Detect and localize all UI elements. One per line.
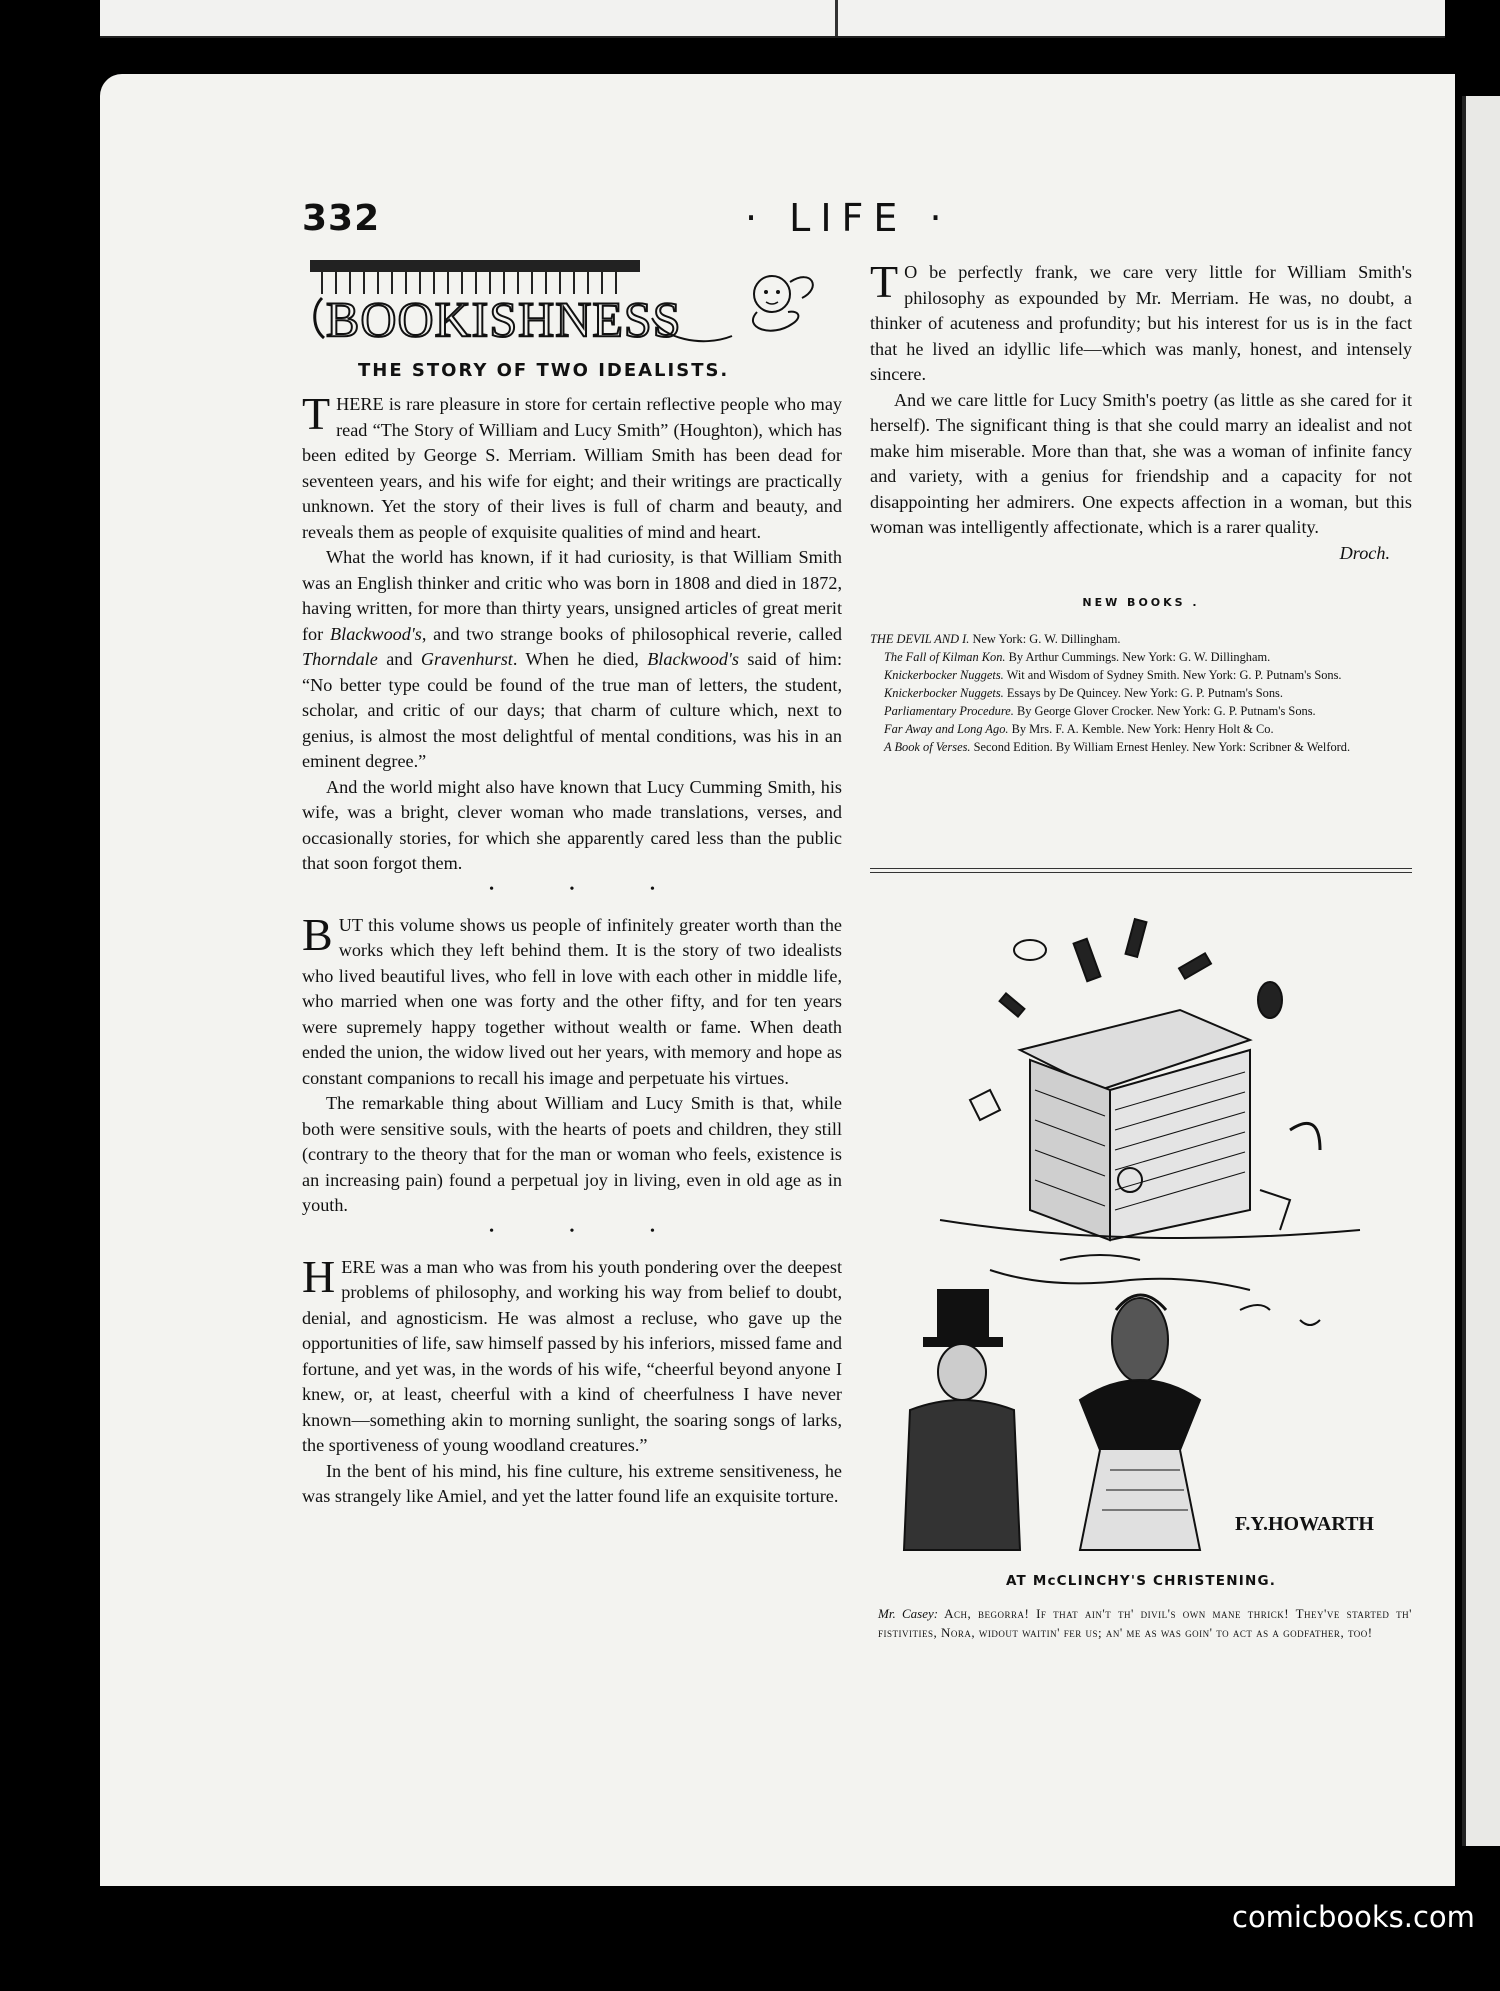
page-edge-line — [1462, 96, 1466, 1846]
book-entry-details: Essays by De Quincey. New York: G. P. Putnam's Sons. — [1006, 685, 1283, 700]
paragraph-1 — [302, 388, 842, 545]
book-entry — [870, 722, 1412, 737]
paragraph-6-text: ERE was a man who was from his youth pondering over the deepest problems of philosophy, and working his way from belief to doubt, denial, and agnosticism. He was almost a recluse, who gave up the opportunities of life, saw himself passed by his inferiors, missed fame and fortune, and yet was, in the words of his wife, “cheerful beyond anyone I knew, or, at least, cheerful with a kind of cheerfulness I have never known—something akin to morning sunlight, the soaring songs of larks, the sportiveness of young woodland creatures.” — [302, 1256, 842, 1455]
book-entry-title: Knickerbocker Nuggets. — [884, 685, 1004, 700]
paragraph-4-text: UT this volume shows us people of infinitely greater worth than the works which they left behind them. It is the story of two idealists who lived beautiful lives, who fell in love with each other in middle life, who married when one was forty and the other fifty, and for ten years were supremely happy together without wealth or fame. When death ended the union, the widow lived out her years, with memory and hope as constant companions to recall his image and perpetuate his virtues. — [302, 914, 842, 1088]
page-number: 332 — [302, 198, 381, 239]
section-separator: • • • — [489, 1223, 691, 1239]
paragraph-6 — [302, 1250, 842, 1459]
book-entry-title: Far Away and Long Ago. — [884, 721, 1009, 736]
paragraph-5: The remarkable thing about William and Lucy Smith is that, while both were sensitive souls, with the hearts of poets and children, they still (contrary to the theory that for the man or woman who feels, existence is an increasing pain) found a perpetual joy in living, even in old age as in youth. — [302, 1093, 842, 1215]
paragraph-4 — [302, 908, 842, 1092]
caption-dialogue: Ach, begorra! If that ain't th' divil's own mane thrick! They've started th' fistivities, Nora, widout waitin' fer us; an' me as was goin' to act as a godfather, too! — [878, 1606, 1412, 1640]
p2-part-a: What the world has known, if it had curiosity, is that William Smith was an English thinker and critic who was born in 1808 and died in 1872, having written, for more than thirty years, unsigned articles of great merit for — [302, 547, 842, 644]
book-entry-details: Second Edition. By William Ernest Henley. New York: Scribner & Welford. — [973, 739, 1351, 754]
p2-part-e: said of him: “No better type could be found of the true man of letters, the student, scholar, and critic of our days; that charm of culture which, next to genius, is almost the most delightful of mental conditions, was his in an eminent degree.” — [302, 649, 843, 771]
cartoon-art — [880, 890, 1400, 1560]
book-entry-details: New York: G. W. Dillingham. — [972, 631, 1121, 646]
page-divider — [835, 0, 838, 36]
adjacent-page-edge — [1462, 96, 1500, 1846]
article-left-column — [302, 388, 843, 1510]
paragraph-r1-text: O be perfectly frank, we care very little for William Smith's philosophy as expounded by Mr. Merriam. He was, no doubt, a thinker of acuteness and profundity; but his interest for us is in the fact that he lived an idyllic life—which was manly, honest, and intensely sincere. — [870, 262, 1412, 384]
paragraph-1-text: HERE is rare pleasure in store for certain reflective people who may read “The Story of William and Lucy Smith” (Houghton), which has been edited by George S. Merriam. William Smith has been dead for seventeen years, and his wife for eight; and their writings are practically unknown. Yet the story of their lives is full of charm and beauty, and reveals them as people of exquisite qualities of mind and heart. — [302, 394, 842, 542]
cartoon-caption-title: AT McCLINCHY'S CHRISTENING. — [1005, 1573, 1277, 1589]
magazine-title: Blackwood's — [330, 623, 422, 644]
book-entry-details: Wit and Wisdom of Sydney Smith. New York: G. P. Putnam's Sons. — [1006, 667, 1342, 682]
article-heading: THE STORY OF TWO IDEALISTS. — [358, 360, 730, 381]
book-entry — [870, 632, 1412, 647]
bookishness-logo-art — [302, 258, 842, 354]
drop-cap: T — [302, 388, 331, 439]
previous-page-edge — [100, 0, 1445, 38]
book-entry-details: By Mrs. F. A. Kemble. New York: Henry Holt & Co. — [1011, 721, 1274, 736]
paragraph-2 — [302, 545, 842, 775]
p2-part-c: and — [377, 649, 421, 669]
masthead-title: · LIFE · — [745, 196, 952, 240]
caption-speaker: Mr. Casey: — [878, 1606, 939, 1621]
drop-cap: T — [870, 256, 899, 307]
paragraph-3: And the world might also have known that Lucy Cumming Smith, his wife, was a bright, clever woman who made translations, verses, and occasionally stories, for which she apparently cared less than the public that soon forgot them. — [302, 776, 842, 873]
book-entry-title: The Fall of Kilman Kon. — [884, 649, 1006, 664]
column-rule — [870, 868, 1412, 873]
book-title: Thorndale — [302, 649, 378, 669]
new-books-heading: NEW BOOKS . — [1082, 596, 1200, 609]
paragraph-r2: And we care little for Lucy Smith's poetry (as little as she cared for it herself). The significant thing is that she could marry an idealist and not make him miserable. More than that, she was a woman of infinite fancy and variety, with a genius for friendship and a capacity for not disappointing her admirers. One expects affection in a woman, but this woman was intelligently affectionate, which is a rarer quality. — [870, 389, 1412, 537]
book-entry-title: Parliamentary Procedure. — [884, 703, 1014, 718]
paragraph-7: In the bent of his mind, his fine culture, his extreme sensitiveness, he was strangely like Amiel, and yet the latter found life an exquisite torture. — [302, 1460, 842, 1506]
book-title: Gravenhurst — [420, 649, 513, 669]
book-entry-title: THE DEVIL AND I. — [870, 631, 970, 646]
book-entry-title: A Book of Verses. — [884, 739, 971, 754]
book-entry — [870, 740, 1412, 755]
book-entry-title: Knickerbocker Nuggets. — [884, 667, 1004, 682]
book-entry — [870, 704, 1412, 719]
drop-cap: H — [302, 1250, 336, 1302]
book-entry — [870, 686, 1412, 701]
cartoon-illustration — [880, 890, 1400, 1565]
book-entry-details: By Arthur Cummings. New York: G. W. Dillingham. — [1008, 649, 1271, 664]
drop-cap: B — [302, 908, 333, 960]
book-entry — [870, 668, 1412, 683]
artist-signature: F.Y.HOWARTH — [1235, 1513, 1374, 1535]
author-signature: Droch. — [1339, 542, 1390, 563]
logo-lettering: BOOKISHNESS — [326, 291, 682, 347]
paragraph-r1 — [870, 256, 1412, 388]
article-right-column — [870, 256, 1412, 758]
p2-part-b: , and two strange books of philosophical reverie, called — [421, 623, 842, 644]
magazine-title: Blackwood's — [647, 649, 739, 669]
book-entry-details: By George Glover Crocker. New York: G. P. Putnam's Sons. — [1016, 703, 1316, 718]
bookishness-logo — [302, 258, 842, 359]
book-entry — [870, 650, 1412, 665]
new-books-list — [870, 632, 1412, 755]
watermark: comicbooks.com — [1232, 1900, 1475, 1934]
cartoon-caption — [878, 1604, 1412, 1642]
p2-part-d: . When he died, — [512, 649, 648, 669]
section-separator: • • • — [489, 881, 691, 897]
